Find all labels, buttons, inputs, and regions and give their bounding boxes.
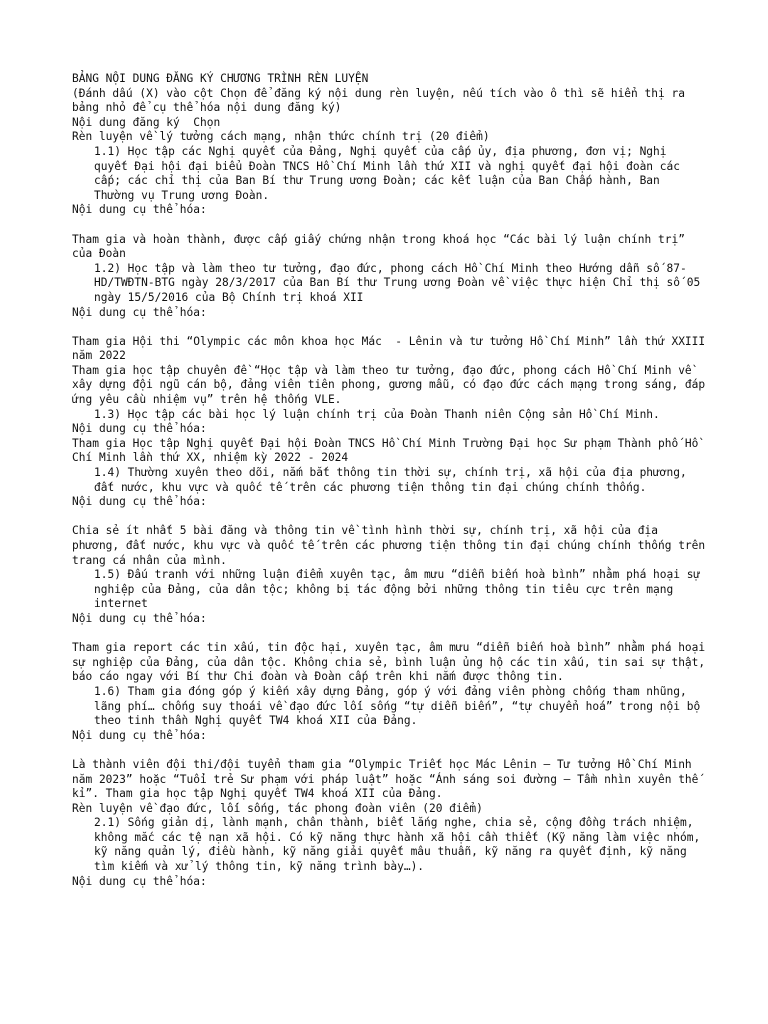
item-1-4: 1.4) Thường xuyên theo dõi, nắm bắt thông tin thời sự, chính trị, xã hội của địa phương, đất nước, khu vực và quốc tế trên các phương tiện thông tin đại chúng chính thống. xyxy=(94,466,694,494)
detail-1-5: Tham gia report các tin xấu, tin độc hại, xuyên tạc, âm mưu “diễn biến hoà bình” nhằm phá hoại sự nghiệp của Đảng, của dân tộc. Không chia sẻ, bình luận ủng hộ các tin xấu, tin sai sự thật, báo cáo ngay với Bí thư Chi đoàn và Đoàn cấp trên khi nắm được thông tin. xyxy=(72,641,712,684)
section-2-title: Rèn luyện về đạo đức, lối sống, tác phong đoàn viên (20 điểm) xyxy=(72,801,483,815)
detail-label-1-1: Nội dung cụ thể hóa: xyxy=(72,203,207,217)
blank-line xyxy=(72,627,706,642)
detail-label-1-6: Nội dung cụ thể hóa: xyxy=(72,728,207,742)
table-header: Nội dung đăng ký Chọn xyxy=(72,115,221,129)
detail-1-1: Tham gia và hoàn thành, được cấp giấy chứng nhận trong khoá học “Các bài lý luận chính trị” của Đoàn xyxy=(72,232,692,261)
detail-label-1-3: Nội dung cụ thể hóa: xyxy=(72,422,207,436)
detail-label-1-2: Nội dung cụ thể hóa: xyxy=(72,305,207,319)
blank-line xyxy=(72,320,706,335)
detail-1-3: Tham gia Học tập Nghị quyết Đại hội Đoàn TNCS Hồ Chí Minh Trường Đại học Sư phạm Thành phố Hồ Chí Minh lần thứ XX, nhiệm kỳ 2022 - 2024 xyxy=(72,436,706,465)
item-1-2: 1.2) Học tập và làm theo tư tưởng, đạo đức, phong cách Hồ Chí Minh theo Hướng dẫn số 87-HD/TWĐTN-BTG ngày 28/3/2017 của Ban Bí thư Trung ương Đoàn về việc thực hiện Chỉ thị số 05 ngày 15/5/2016 của Bộ Chính trị khoá XII xyxy=(94,261,707,304)
instruction-text: (Đánh dấu (X) vào cột Chọn để đăng ký nội dung rèn luyện, nếu tích vào ô thì sẽ hiển thị ra bảng nhỏ để cụ thể hóa nội dung đăng ký) xyxy=(72,86,692,115)
item-1-6: 1.6) Tham gia đóng góp ý kiến xây dựng Đảng, góp ý với đảng viên phòng chống tham nhũng, lãng phí… chống suy thoái về đạo đức lối sống “tự diễn biến”, “tự chuyển hoá” trong nội bộ theo tinh thần Nghị quyết TW4 khoá XII của Đảng. xyxy=(94,684,707,728)
detail-1-4: Chia sẻ ít nhất 5 bài đăng và thông tin về tình hình thời sự, chính trị, xã hội của địa phương, đất nước, khu vực và quốc tế trên các phương tiện thông tin đại chúng chính thống trên trang cá nhân của mình. xyxy=(72,524,712,567)
item-1-5: 1.5) Đấu tranh với những luận điểm xuyên tạc, âm mưu “diễn biến hoà bình” nhằm phá hoại sự nghiệp của Đảng, của dân tộc; không bị tác động bởi những thông tin tiêu cực trên mạng internet xyxy=(94,568,707,611)
section-1-title: Rèn luyện về lý tưởng cách mạng, nhận thức chính trị (20 điểm) xyxy=(72,130,490,144)
item-1-3: 1.3) Học tập các bài học lý luận chính trị của Đoàn Thanh niên Cộng sản Hồ Chí Minh. xyxy=(94,407,660,421)
detail-1-6: Là thành viên đội thi/đội tuyển tham gia “Olympic Triết học Mác Lênin – Tư tưởng Hồ Chí Minh năm 2023” hoặc “Tuổi trẻ Sư phạm với pháp luật” hoặc “Ánh sáng soi đường – Tầm nhìn xuyên thế kỉ”. Tham gia học tập Nghị quyết TW4 khoá XII của Đảng. xyxy=(72,757,706,801)
detail-1-2a: Tham gia Hội thi “Olympic các môn khoa học Mác - Lênin và tư tưởng Hồ Chí Minh” lần thứ XXIII năm 2022 xyxy=(72,334,712,363)
detail-1-2b: Tham gia học tập chuyên đề “Học tập và làm theo tư tưởng, đạo đức, phong cách Hồ Chí Minh về xây dựng đội ngũ cán bộ, đảng viên tiên phong, gương mẫu, có đạo đức cách mạng trong sáng, đáp ứng yêu cầu nhiệm vụ” trên hệ thống VLE. xyxy=(72,363,712,407)
detail-label-1-5: Nội dung cụ thể hóa: xyxy=(72,611,207,625)
detail-label-1-4: Nội dung cụ thể hóa: xyxy=(72,495,207,509)
blank-line xyxy=(72,510,706,525)
item-2-1: 2.1) Sống giản dị, lành mạnh, chân thành, biết lắng nghe, chia sẻ, cộng đồng trách nhiệm, không mắc các tệ nạn xã hội. Có kỹ năng thực hành xã hội cần thiết (Kỹ năng làm việc nhóm, kỹ năng quản lý, điều hành, kỹ năng giải quyết mâu thuẫn, kỹ năng ra quyết định, kỹ năng tìm kiếm và xử lý thông tin, kỹ năng trình bày…). xyxy=(94,816,707,874)
blank-line xyxy=(72,218,706,233)
detail-label-2-1: Nội dung cụ thể hóa: xyxy=(72,874,207,888)
item-1-1: 1.1) Học tập các Nghị quyết của Đảng, Nghị quyết của cấp ủy, địa phương, đơn vị; Nghị quyết Đại hội đại biểu Đoàn TNCS Hồ Chí Minh lần thứ XII và nghị quyết đại hội đoàn các cấp; các chỉ thị của Ban Bí thư Trung ương Đoàn; các kết luận của Ban Chấp hành, Ban Thường vụ Trung ương Đoàn. xyxy=(94,144,687,202)
document-title: BẢNG NỘI DUNG ĐĂNG KÝ CHƯƠNG TRÌNH RÈN LUYỆN xyxy=(72,72,369,85)
blank-line xyxy=(72,743,706,758)
